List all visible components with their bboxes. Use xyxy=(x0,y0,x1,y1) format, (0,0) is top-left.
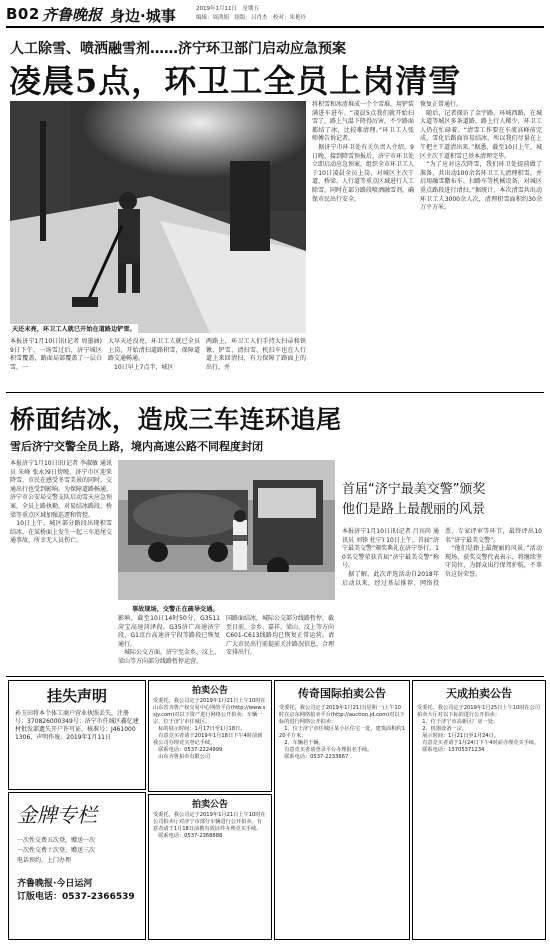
auction-2-body: 受委托，我公司定于2019年1月21日上午10时在公司拍卖厅对济宁市部分车辆进行公开拍卖。有意者请于1月18日前携有效证件办理竞买手续。 联系电话：0537-2368888 xyxy=(153,812,266,839)
story1-kicker: 人工除雪、喷洒融雪剂……济宁环卫部门启动应急预案 xyxy=(10,41,346,57)
sidebar-story-body: 本报济宁1月10日讯(记者 吕宾尚 通讯员 刘锋 杜宁) 10日上午，首届“济宁最美交警”颁奖典礼在济宁举行，10名交警荣获首届“济宁最美交警”称号。 据了解，此次评选活动自2018年启动以来，经过基层推荐、网络投票、专家评审等环节，最终评出10名“济宁最美交警”。 “他们是路上最靓丽的风景。”活动现场，获奖交警代表表示，将继续坚守岗位，为群众出行保驾护航，不辜负这份荣誉。 xyxy=(342,528,542,587)
auction-3-title: 传奇国际拍卖公告 xyxy=(298,687,386,700)
ads-divider xyxy=(6,676,544,677)
auction-notice-1 xyxy=(148,680,272,792)
auction-1-body: 受委托，我公司定于2019年1月21日上午10时在山东省齐鲁产权交易中心网络平台(http://www.ssjy.com)对以下资产进行网络公开拍卖：车辆一宗，位于济宁市任城区。 标的展示时间：1月17日至1月18日。 有意竞买者请于2019年1月18日下午4时前到我公司办理竞买登记手续。 联系电话：0537-2224999 山东齐鲁拍卖有限公司 xyxy=(153,698,266,760)
auction-notice-3 xyxy=(274,680,410,940)
story2-headline: 桥面结冰，造成三车连环追尾 xyxy=(10,405,342,434)
story1-column-1: 本报济宁1月10日讯(记者 周墨涵) 9日下午，一场雪过后，济宁城区积雪覆盖，路面局部覆盖了一层白雪，一 xyxy=(10,338,104,371)
story2-column-3: 国路面结冰，城际公交部分线路暂停，截至目前，金乡、嘉祥、梁山、汶上等方向C601-C613线路均已恢复正常运营。请广大市民出行前提前关注路况信息，合理安排出行。 xyxy=(226,615,335,657)
story-divider xyxy=(6,392,544,393)
gold-column-ad xyxy=(8,792,146,940)
accident-scene-photo xyxy=(118,460,335,600)
header-rule xyxy=(6,26,544,28)
lost-notice-title: 挂失声明 xyxy=(46,687,107,705)
auction-2-title: 拍卖公告 xyxy=(191,800,228,810)
photo-caption: 天还未亮，环卫工人就已开始在道路边铲雪。 xyxy=(12,326,136,333)
editor-credits: 编辑：周鸿娟 组版：吕肖杰 校对：朱艳玲 xyxy=(196,15,307,21)
story1-column-3: 两路上，环卫工人们手持大扫帚和铁锹，铲雪、清扫雪，机扫车也在人行道上来回清扫，有力保障了路面上的出行，并 xyxy=(206,338,306,371)
auction-4-title: 天成拍卖公告 xyxy=(446,687,512,700)
gold-column-phone: 齐鲁晚报·今日运河 订版电话：0537-2366539 xyxy=(17,879,135,902)
story2-column-2: 影响，截至10日14时50分，G3511菏宝高速菏泽段，G35济广高速济宁段，G1京台高速济宁段等路段已恢复通行。 城际公交方面，济宁至金乡、汶上、梁山等方向部分线路暂停运营。 xyxy=(118,615,221,665)
section-name: 身边·城事 xyxy=(110,7,176,25)
snow-sweeping-photo xyxy=(10,101,306,333)
accident-photo-caption: 事故现场，交警正在疏导交通。 xyxy=(132,606,219,613)
issue-date: 2019年1月11日 星期五 xyxy=(196,6,259,12)
auction-notice-4 xyxy=(412,680,546,940)
story2-column-1: 本报济宁1月10日讯(记者 李淑敏 通讯员 朱峰 张永)9日傍晚，济宁市区迎来降雪，市民在感受冬雪美景的同时，交通出行也受到影响。为保障道路畅通，济宁市公安局交警支队启动雪天应急预案，全员上路执勤，对易结冰路段、桥梁等重点区域加强巡逻和管控。 10日上午，城区部分路段出现积雪结冰，在某桥面上发生一起三车追尾交通事故，所幸无人员伤亡。 xyxy=(10,460,113,545)
auction-4-body: 受委托，我公司定于2019年1月25日上午10时在公司拍卖大厅对以下标的进行公开拍卖： 1、位于济宁市高新区厂房一处； 2、机器设备一宗。 展示时间：1月21日至1月24日。 有意竞买者请于1月24日下午4时前办理竞买手续。 联系电话：13705371234 xyxy=(417,705,541,753)
auction-1-title: 拍卖公告 xyxy=(191,686,228,696)
auction-notice-2 xyxy=(148,794,272,940)
lost-notice-body: 孙玉田将本个体工商户营业执照丢失，注册号：370826000349号；济宁市任城区鑫亿建材批发部遗失开户许可证，核准号：J4610001306，声明作废。2019年1月11日 xyxy=(15,710,139,741)
gold-column-logo: 金牌专栏 xyxy=(17,803,97,827)
story1-column-4: 将积雪和冰渣堆成一个个雪堆，用铲装满进车进车。“凌晨5点我们就开始扫雪了，路上气温下降得厉害，不少路面都结了冰，比较难清理。”环卫工人张师傅告诉记者。 据济宁市环卫处有关负责人介绍，9日晚，接到降雪预报后，济宁市环卫处立即启动应急预案，组织全市环卫工人于10日凌晨全员上岗，对城区主次干道、桥梁、人行道等重点区域进行人工除雪，同时在部分路段喷洒融雪剂，确保市民出行安全。 xyxy=(312,101,415,203)
story1-column-2: 大早天还没亮，环卫工人就已全员上岗，开始清扫道路积雪，保障道路交通畅通。 10日早上7点半，城区 xyxy=(108,338,200,371)
auction-3-body: 受委托，我公司定于2019年1月21日(星期一)上午10时在京东网络拍卖平台(http://auction.jd.com)对以下标的进行网络公开拍卖： 1、位于济宁市任城区某小区住宅一处，建筑面积约120平方米； 2、车辆若干辆。 有意竞买者请登录平台办理报名手续。 联系电话：0537-2233667 xyxy=(279,705,405,760)
page-number: B02 xyxy=(6,5,40,23)
lost-notice-ad xyxy=(8,680,146,790)
story1-headline: 凌晨5点，环卫工全员上岗清雪 xyxy=(9,62,462,100)
story2-subhead: 雪后济宁交警全员上路，境内高速公路不同程度封闭 xyxy=(10,440,263,453)
gold-column-offers: 一次性交费五次登，赠送一次 一次性交费十次登，赠送三次 电话预约，上门办理 xyxy=(17,837,96,864)
newspaper-logo: 齐鲁晚报 xyxy=(42,6,103,24)
sidebar-story-title: 首届“济宁最美交警”颁奖 他们是路上最靓丽的风景 xyxy=(342,482,486,517)
story1-column-5: 恢复正常通行。 随后，记者探访了金宇路、环城西路，在城大道等城区多条道路，路上行人稀少，环卫工人仍在忙碌着。“清雪工作要在车流高峰前完成，雪化后路面容易结冰，所以我们尽量在上午把主干道清出来。”据悉，截至10日上午，城区主次干道积雪已基本清理完毕。 “为了应对这次降雪，我们环卫处提前做了准备，共出动100余名环卫工人清理积雪，并启用融雪撒布车、扫路车等机械设备，对城区重点路段进行清扫。”据统计，本次清雪共出动环卫工人3000余人次，清理积雪面积约30余万平方米。 xyxy=(420,101,542,212)
